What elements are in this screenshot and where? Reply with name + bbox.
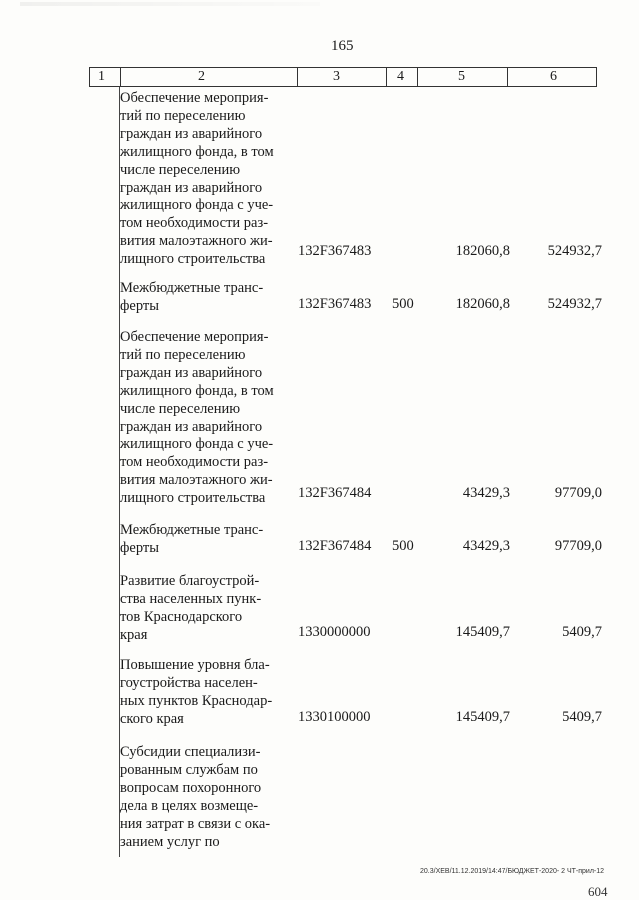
header-col-4: 4 (397, 69, 404, 84)
row-code: 132F367484 (298, 538, 372, 554)
document-footer: 20.3/ХЕВ/11.12.2019/14:47/БЮДЖЕТ-2020- 2 ЧТ-прил-12 (420, 868, 605, 875)
row-sum-5: 145409,7 (455, 709, 510, 725)
row-description: Повышение уровня бла- гоустройства населен- ных пунктов Краснодар- ского края (120, 657, 273, 727)
row-code: 1330100000 (298, 709, 371, 725)
header-divider (417, 68, 418, 86)
row-description: Развитие благоустрой- ства населенных пунк- тов Краснодарского края (120, 573, 262, 643)
header-divider (386, 68, 387, 86)
row-code: 132F367483 (298, 296, 372, 312)
row-code: 132F367484 (298, 485, 372, 501)
row-sum-5: 43429,3 (462, 485, 510, 501)
page-number: 165 (331, 38, 354, 54)
scan-artifact (20, 2, 320, 6)
header-divider (297, 68, 298, 86)
header-col-5: 5 (458, 69, 465, 84)
row-sum-6: 97709,0 (554, 485, 602, 501)
row-sum-6: 524932,7 (547, 243, 602, 259)
header-divider (507, 68, 508, 86)
row-sum-5: 182060,8 (455, 243, 510, 259)
row-sum-5: 145409,7 (455, 624, 510, 640)
row-description: Межбюджетные транс- ферты (120, 522, 264, 556)
row-description: Обеспечение мероприя- тий по переселению граждан из аварийного жилищного фонда, в том числе переселению граждан из аварийного жилищного фонда с уче- том необходимости раз- вития малоэтажного жи- лищного строительства (120, 329, 274, 507)
row-sum-6: 5409,7 (562, 624, 602, 640)
table-header (89, 67, 597, 87)
row-description: Обеспечение мероприя- тий по переселению граждан из аварийного жилищного фонда, в том числе переселению граждан из аварийного жилищного фонда с уче- том необходимости раз- вития малоэтажного жи- лищного строительства (120, 90, 274, 268)
header-col-6: 6 (550, 69, 557, 84)
header-divider (120, 68, 121, 86)
row-sum-5: 182060,8 (455, 296, 510, 312)
row-sum-6: 524932,7 (547, 296, 602, 312)
row-type: 500 (392, 538, 414, 554)
row-description: Межбюджетные транс- ферты (120, 280, 264, 314)
corner-mark: 604 (588, 884, 608, 899)
row-sum-6: 97709,0 (554, 538, 602, 554)
row-code: 132F367483 (298, 243, 372, 259)
row-type: 500 (392, 296, 414, 312)
header-col-3: 3 (333, 69, 340, 84)
row-description: Субсидии специализи- рованным службам по вопросам похоронного дела в целях возмеще- ния затрат в связи с ока- занием услуг по (120, 744, 271, 850)
header-col-2: 2 (198, 69, 205, 84)
row-sum-6: 5409,7 (562, 709, 602, 725)
header-col-1: 1 (98, 69, 105, 84)
row-code: 1330000000 (298, 624, 371, 640)
row-sum-5: 43429,3 (462, 538, 510, 554)
